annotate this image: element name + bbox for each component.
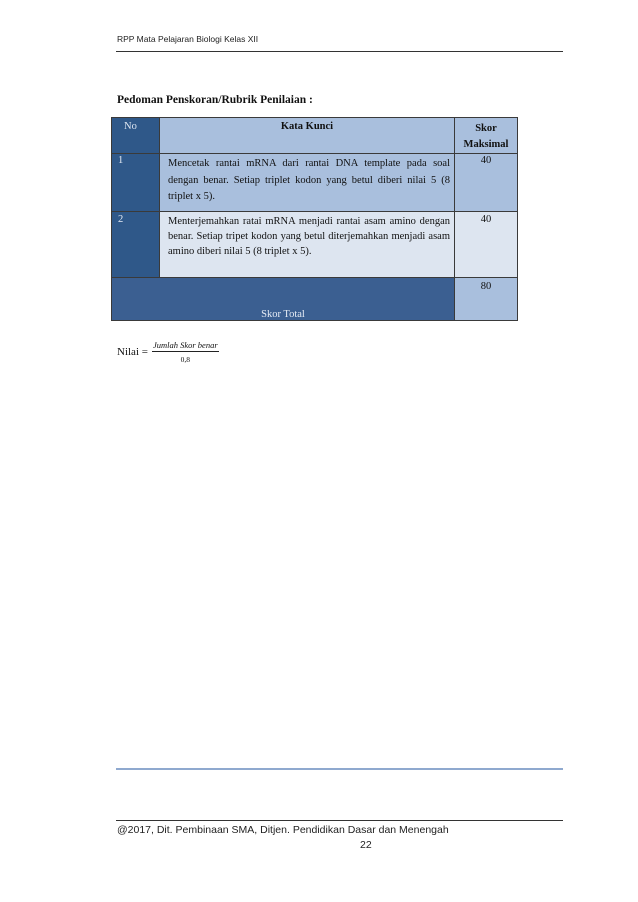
table-row <box>112 212 518 278</box>
page-number: 22 <box>360 839 372 851</box>
skor-header-line1: Skor <box>475 123 497 134</box>
skor-header-line2: Maksimal <box>463 139 509 150</box>
page-header-title: RPP Mata Pelajaran Biologi Kelas XII <box>117 34 259 44</box>
column-header-no: No <box>112 118 160 154</box>
footer-copyright: @2017, Dit. Pembinaan SMA, Ditjen. Pendidikan Dasar dan Menengah <box>117 824 449 836</box>
column-header-kata-kunci: Kata Kunci <box>160 118 455 154</box>
section-heading: Pedoman Penskoran/Rubrik Penilaian : <box>117 94 313 106</box>
total-label-cell <box>112 278 455 321</box>
formula-label: Nilai = <box>117 346 148 358</box>
row-kata-kunci: Mencetak rantai mRNA dari rantai DNA template pada soal dengan benar. Setiap triplet kodon yang betul diberi nilai 5 (8 triplet x 5). <box>160 154 455 212</box>
row-skor: 40 <box>455 154 518 212</box>
formula-fraction <box>152 340 219 364</box>
row-number: 1 <box>112 154 160 212</box>
formula-numerator: Jumlah Skor benar <box>152 340 218 350</box>
table-row <box>112 154 518 212</box>
row-kata-kunci: Menterjemahkan ratai mRNA menjadi rantai asam amino dengan benar. Setiap tripet kodon yang betul diterjemahkan menjadi asam amino diberi nilai 5 (8 triplet x 5). <box>160 212 455 278</box>
table-total-row <box>112 278 518 321</box>
rubric-table <box>111 117 518 321</box>
table-header-row <box>112 118 518 154</box>
total-label: Skor Total <box>261 309 305 320</box>
total-value: 80 <box>455 278 518 321</box>
row-number: 2 <box>112 212 160 278</box>
footer-divider <box>116 820 563 821</box>
score-formula <box>117 340 219 364</box>
header-divider <box>116 51 563 52</box>
column-header-skor-maksimal <box>455 118 518 154</box>
content-end-divider <box>116 768 563 770</box>
formula-denominator: 0,8 <box>180 355 190 364</box>
row-skor: 40 <box>455 212 518 278</box>
